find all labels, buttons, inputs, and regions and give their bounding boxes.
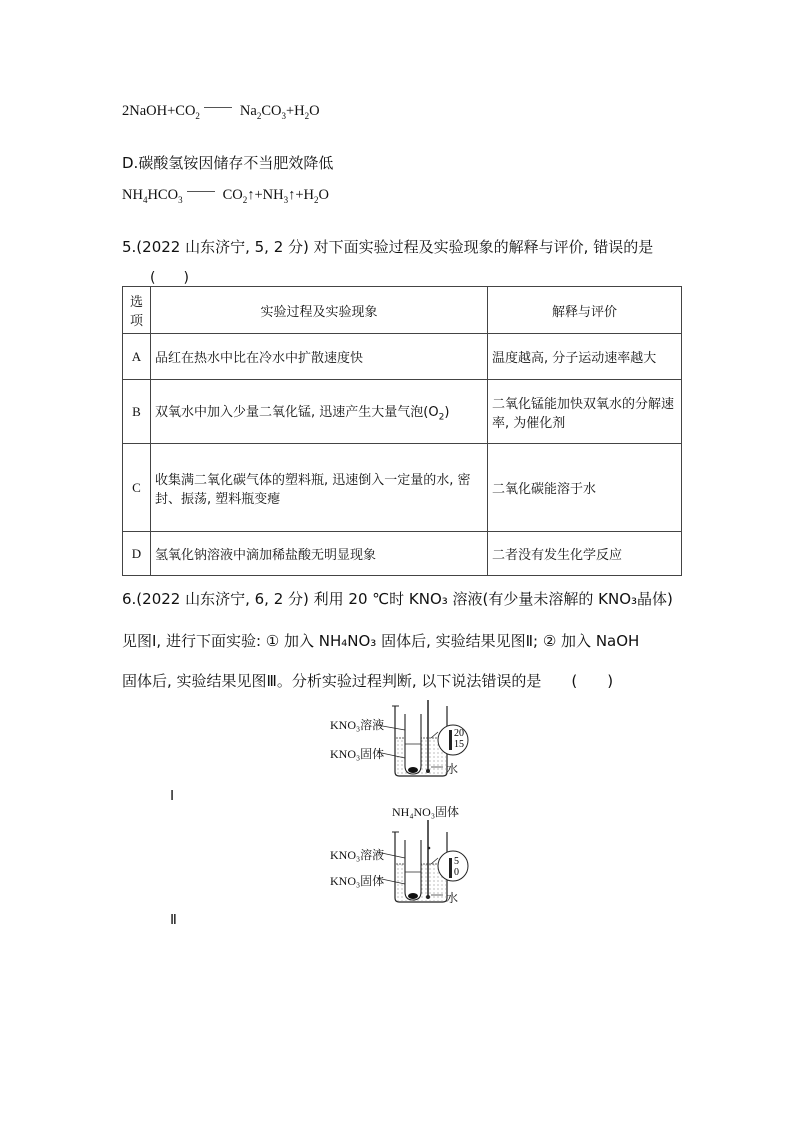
table-row <box>123 444 682 532</box>
row-process: 双氧水中加入少量二氧化锰, 迅速产生大量气泡$(O_2)$ <box>151 380 488 444</box>
figure-2-added-label: NH₄NO₃固体 <box>392 805 460 819</box>
row-evaluation: 二氧化锰能加快双氧水的分解速率, 为催化剂 <box>488 380 682 444</box>
header-process: 实验过程及实验现象 <box>151 287 488 334</box>
figure-1-water-label: 水 <box>446 762 459 776</box>
row-option: B <box>123 380 151 444</box>
equation-bar <box>204 107 232 108</box>
scale-top-label: 20 <box>454 728 464 739</box>
option-d-text: D.碳酸氢铵因储存不当肥效降低 <box>122 154 334 172</box>
row-option: D <box>123 532 151 576</box>
figure-2-caption: Ⅱ <box>170 913 177 928</box>
question-5-table <box>122 286 682 576</box>
figure-2-solid-label: KNO₃固体 <box>330 874 385 888</box>
table-row <box>123 532 682 576</box>
scale-top-label: 5 <box>454 856 459 867</box>
question-6-line-1: 6.(2022 山东济宁, 6, 2 分) 利用 20 ℃时 KNO₃ 溶液(有少量未溶解的 KNO₃晶体) <box>122 590 673 608</box>
table-header-row <box>123 287 682 334</box>
row-option: C <box>123 444 151 532</box>
question-5-blank: ( ) <box>150 270 189 286</box>
figure-1-solution-label: KNO₃溶液 <box>330 718 385 732</box>
figure-2-water-label: 水 <box>446 891 459 905</box>
figure-2-solution-label: KNO₃溶液 <box>330 848 385 862</box>
equation-bar <box>187 191 215 192</box>
header-evaluation: 解释与评价 <box>488 287 682 334</box>
row-evaluation: 二者没有发生化学反应 <box>488 532 682 576</box>
row-option: A <box>123 334 151 380</box>
table-row <box>123 334 682 380</box>
equation-nh4hco3: $NH_4HCO_3$ $CO_2↑+NH_3↑+H_2O$ <box>122 187 329 205</box>
figure-1-caption: Ⅰ <box>170 789 175 804</box>
row-evaluation: 二氧化碳能溶于水 <box>488 444 682 532</box>
figure-1-solid-label: KNO₃固体 <box>330 747 385 761</box>
row-evaluation: 温度越高, 分子运动速率越大 <box>488 334 682 380</box>
row-process: 氢氧化钠溶液中滴加稀盐酸无明显现象 <box>151 532 488 576</box>
equation-naoh-co2: $2NaOH+CO_2$ $Na_2CO_3+H_2O$ <box>122 103 320 121</box>
row-process: 品红在热水中比在冷水中扩散速度快 <box>151 334 488 380</box>
scale-bottom-label: 15 <box>454 739 464 750</box>
question-6-blank: ( ) <box>571 672 614 690</box>
question-5-stem: 5.(2022 山东济宁, 5, 2 分) 对下面实验过程及实验现象的解释与评价, 错误的是 <box>122 238 654 256</box>
question-6-line-3: 固体后, 实验结果见图Ⅲ。分析实验过程判断, 以下说法错误的是 ( ) <box>122 672 614 690</box>
table-row <box>123 380 682 444</box>
row-process: 收集满二氧化碳气体的塑料瓶, 迅速倒入一定量的水, 密封、振荡, 塑料瓶变瘪 <box>151 444 488 532</box>
header-option: 选 项 <box>123 287 151 334</box>
question-6-line-2: 见图Ⅰ, 进行下面实验: ① 加入 NH₄NO₃ 固体后, 实验结果见图Ⅱ; ② 加入 NaOH <box>122 632 640 650</box>
scale-bottom-label: 0 <box>454 867 459 878</box>
